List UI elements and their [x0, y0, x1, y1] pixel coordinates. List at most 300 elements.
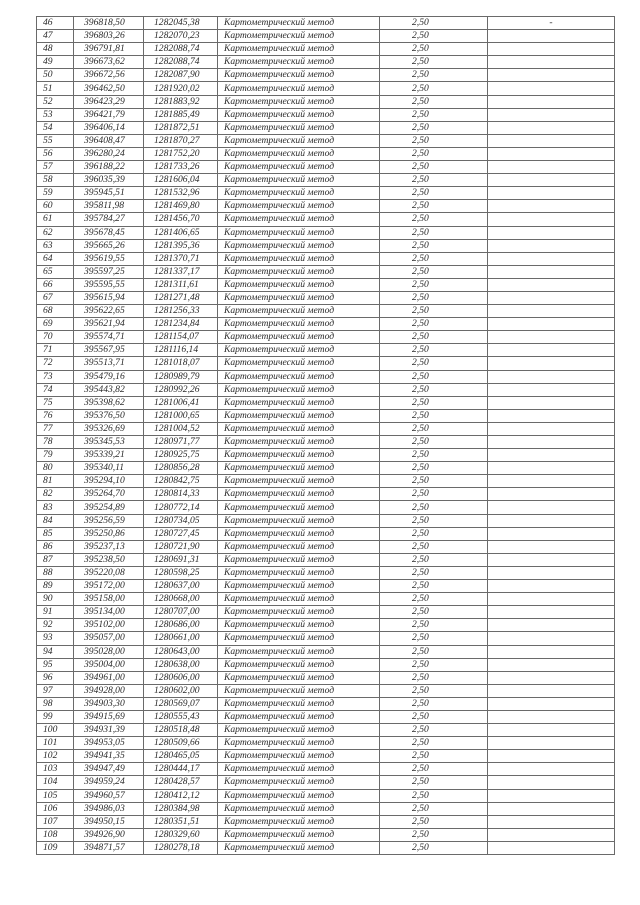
point-number-cell: 75 [37, 396, 74, 409]
note-cell [488, 580, 615, 593]
coordinates-table-body [37, 17, 615, 855]
y-coordinate-cell: 1280971,77 [144, 436, 218, 449]
point-number-cell: 73 [37, 370, 74, 383]
note-cell [488, 750, 615, 763]
note-cell [488, 789, 615, 802]
table-row [37, 265, 615, 278]
y-coordinate-cell: 1280384,98 [144, 802, 218, 815]
method-cell: Картометрический метод [218, 265, 380, 278]
point-number-cell: 48 [37, 43, 74, 56]
accuracy-cell: 2,50 [380, 488, 488, 501]
y-coordinate-cell: 1280444,17 [144, 763, 218, 776]
point-number-cell: 103 [37, 763, 74, 776]
method-cell: Картометрический метод [218, 344, 380, 357]
table-row [37, 252, 615, 265]
y-coordinate-cell: 1281606,04 [144, 174, 218, 187]
y-coordinate-cell: 1281883,92 [144, 95, 218, 108]
table-row [37, 606, 615, 619]
note-cell [488, 134, 615, 147]
point-number-cell: 106 [37, 802, 74, 815]
method-cell: Картометрический метод [218, 553, 380, 566]
x-coordinate-cell: 396673,62 [74, 56, 144, 69]
note-cell [488, 357, 615, 370]
table-row [37, 593, 615, 606]
table-row [37, 134, 615, 147]
method-cell: Картометрический метод [218, 724, 380, 737]
method-cell: Картометрический метод [218, 580, 380, 593]
table-row [37, 187, 615, 200]
accuracy-cell: 2,50 [380, 383, 488, 396]
note-cell [488, 200, 615, 213]
note-cell [488, 82, 615, 95]
accuracy-cell: 2,50 [380, 318, 488, 331]
y-coordinate-cell: 1280428,57 [144, 776, 218, 789]
y-coordinate-cell: 1280661,00 [144, 632, 218, 645]
note-cell [488, 291, 615, 304]
method-cell: Картометрический метод [218, 763, 380, 776]
method-cell: Картометрический метод [218, 161, 380, 174]
x-coordinate-cell: 395615,94 [74, 291, 144, 304]
x-coordinate-cell: 395621,94 [74, 318, 144, 331]
method-cell: Картометрический метод [218, 396, 380, 409]
y-coordinate-cell: 1281920,02 [144, 82, 218, 95]
y-coordinate-cell: 1282088,74 [144, 56, 218, 69]
x-coordinate-cell: 395004,00 [74, 658, 144, 671]
note-cell [488, 449, 615, 462]
accuracy-cell: 2,50 [380, 553, 488, 566]
x-coordinate-cell: 395256,59 [74, 514, 144, 527]
point-number-cell: 91 [37, 606, 74, 619]
table-row [37, 580, 615, 593]
point-number-cell: 85 [37, 527, 74, 540]
note-cell [488, 174, 615, 187]
accuracy-cell: 2,50 [380, 514, 488, 527]
table-row [37, 763, 615, 776]
point-number-cell: 71 [37, 344, 74, 357]
table-row [37, 331, 615, 344]
y-coordinate-cell: 1281018,07 [144, 357, 218, 370]
x-coordinate-cell: 395811,98 [74, 200, 144, 213]
note-cell [488, 226, 615, 239]
y-coordinate-cell: 1280856,28 [144, 462, 218, 475]
point-number-cell: 109 [37, 841, 74, 854]
point-number-cell: 69 [37, 318, 74, 331]
y-coordinate-cell: 1281872,51 [144, 121, 218, 134]
accuracy-cell: 2,50 [380, 30, 488, 43]
accuracy-cell: 2,50 [380, 710, 488, 723]
y-coordinate-cell: 1280989,79 [144, 370, 218, 383]
x-coordinate-cell: 394986,03 [74, 802, 144, 815]
note-cell [488, 318, 615, 331]
point-number-cell: 56 [37, 147, 74, 160]
x-coordinate-cell: 395250,86 [74, 527, 144, 540]
accuracy-cell: 2,50 [380, 409, 488, 422]
y-coordinate-cell: 1280518,48 [144, 724, 218, 737]
y-coordinate-cell: 1282087,90 [144, 69, 218, 82]
accuracy-cell: 2,50 [380, 828, 488, 841]
method-cell: Картометрический метод [218, 226, 380, 239]
accuracy-cell: 2,50 [380, 540, 488, 553]
accuracy-cell: 2,50 [380, 265, 488, 278]
accuracy-cell: 2,50 [380, 134, 488, 147]
point-number-cell: 78 [37, 436, 74, 449]
y-coordinate-cell: 1281311,61 [144, 278, 218, 291]
x-coordinate-cell: 394959,24 [74, 776, 144, 789]
method-cell: Картометрический метод [218, 815, 380, 828]
point-number-cell: 92 [37, 619, 74, 632]
x-coordinate-cell: 396188,22 [74, 161, 144, 174]
method-cell: Картометрический метод [218, 632, 380, 645]
x-coordinate-cell: 394941,35 [74, 750, 144, 763]
x-coordinate-cell: 395340,11 [74, 462, 144, 475]
x-coordinate-cell: 396406,14 [74, 121, 144, 134]
y-coordinate-cell: 1280598,25 [144, 566, 218, 579]
accuracy-cell: 2,50 [380, 187, 488, 200]
accuracy-cell: 2,50 [380, 161, 488, 174]
method-cell: Картометрический метод [218, 619, 380, 632]
point-number-cell: 93 [37, 632, 74, 645]
accuracy-cell: 2,50 [380, 815, 488, 828]
note-cell [488, 763, 615, 776]
y-coordinate-cell: 1280606,00 [144, 671, 218, 684]
table-row [37, 776, 615, 789]
note-cell [488, 239, 615, 252]
point-number-cell: 58 [37, 174, 74, 187]
accuracy-cell: 2,50 [380, 475, 488, 488]
method-cell: Картометрический метод [218, 331, 380, 344]
accuracy-cell: 2,50 [380, 370, 488, 383]
accuracy-cell: 2,50 [380, 69, 488, 82]
accuracy-cell: 2,50 [380, 56, 488, 69]
note-cell [488, 566, 615, 579]
note-cell [488, 671, 615, 684]
x-coordinate-cell: 394950,15 [74, 815, 144, 828]
point-number-cell: 82 [37, 488, 74, 501]
method-cell: Картометрический метод [218, 488, 380, 501]
note-cell [488, 436, 615, 449]
note-cell [488, 501, 615, 514]
accuracy-cell: 2,50 [380, 213, 488, 226]
accuracy-cell: 2,50 [380, 724, 488, 737]
table-row [37, 291, 615, 304]
table-row [37, 566, 615, 579]
accuracy-cell: 2,50 [380, 737, 488, 750]
y-coordinate-cell: 1280668,00 [144, 593, 218, 606]
accuracy-cell: 2,50 [380, 108, 488, 121]
x-coordinate-cell: 394931,39 [74, 724, 144, 737]
x-coordinate-cell: 396421,79 [74, 108, 144, 121]
table-row [37, 43, 615, 56]
method-cell: Картометрический метод [218, 737, 380, 750]
table-row [37, 30, 615, 43]
y-coordinate-cell: 1280643,00 [144, 645, 218, 658]
x-coordinate-cell: 395158,00 [74, 593, 144, 606]
accuracy-cell: 2,50 [380, 606, 488, 619]
accuracy-cell: 2,50 [380, 436, 488, 449]
accuracy-cell: 2,50 [380, 121, 488, 134]
table-row [37, 789, 615, 802]
method-cell: Картометрический метод [218, 527, 380, 540]
method-cell: Картометрический метод [218, 671, 380, 684]
x-coordinate-cell: 395376,50 [74, 409, 144, 422]
x-coordinate-cell: 396280,24 [74, 147, 144, 160]
note-cell [488, 514, 615, 527]
x-coordinate-cell: 395237,13 [74, 540, 144, 553]
x-coordinate-cell: 395665,26 [74, 239, 144, 252]
x-coordinate-cell: 395057,00 [74, 632, 144, 645]
note-cell [488, 56, 615, 69]
method-cell: Картометрический метод [218, 187, 380, 200]
method-cell: Картометрический метод [218, 318, 380, 331]
table-row [37, 449, 615, 462]
note-cell [488, 161, 615, 174]
note-cell [488, 213, 615, 226]
note-cell [488, 252, 615, 265]
y-coordinate-cell: 1280638,00 [144, 658, 218, 671]
table-row [37, 540, 615, 553]
method-cell: Картометрический метод [218, 514, 380, 527]
x-coordinate-cell: 395134,00 [74, 606, 144, 619]
point-number-cell: 49 [37, 56, 74, 69]
accuracy-cell: 2,50 [380, 252, 488, 265]
y-coordinate-cell: 1280569,07 [144, 697, 218, 710]
y-coordinate-cell: 1280814,33 [144, 488, 218, 501]
point-number-cell: 72 [37, 357, 74, 370]
note-cell [488, 724, 615, 737]
method-cell: Картометрический метод [218, 606, 380, 619]
note-cell [488, 422, 615, 435]
table-row [37, 645, 615, 658]
note-cell [488, 462, 615, 475]
accuracy-cell: 2,50 [380, 305, 488, 318]
x-coordinate-cell: 395622,65 [74, 305, 144, 318]
table-row [37, 436, 615, 449]
y-coordinate-cell: 1281234,84 [144, 318, 218, 331]
method-cell: Картометрический метод [218, 475, 380, 488]
point-number-cell: 84 [37, 514, 74, 527]
y-coordinate-cell: 1281870,27 [144, 134, 218, 147]
accuracy-cell: 2,50 [380, 684, 488, 697]
note-cell [488, 121, 615, 134]
y-coordinate-cell: 1281154,07 [144, 331, 218, 344]
x-coordinate-cell: 396423,29 [74, 95, 144, 108]
y-coordinate-cell: 1281370,71 [144, 252, 218, 265]
note-cell [488, 488, 615, 501]
table-row [37, 161, 615, 174]
point-number-cell: 104 [37, 776, 74, 789]
accuracy-cell: 2,50 [380, 697, 488, 710]
method-cell: Картометрический метод [218, 30, 380, 43]
table-row [37, 671, 615, 684]
table-row [37, 69, 615, 82]
accuracy-cell: 2,50 [380, 789, 488, 802]
accuracy-cell: 2,50 [380, 344, 488, 357]
table-row [37, 527, 615, 540]
point-number-cell: 99 [37, 710, 74, 723]
y-coordinate-cell: 1282045,38 [144, 17, 218, 30]
method-cell: Картометрический метод [218, 383, 380, 396]
point-number-cell: 87 [37, 553, 74, 566]
note-cell [488, 527, 615, 540]
method-cell: Картометрический метод [218, 43, 380, 56]
method-cell: Картометрический метод [218, 841, 380, 854]
method-cell: Картометрический метод [218, 56, 380, 69]
x-coordinate-cell: 396035,39 [74, 174, 144, 187]
point-number-cell: 52 [37, 95, 74, 108]
y-coordinate-cell: 1281337,17 [144, 265, 218, 278]
accuracy-cell: 2,50 [380, 658, 488, 671]
y-coordinate-cell: 1280686,00 [144, 619, 218, 632]
x-coordinate-cell: 394903,30 [74, 697, 144, 710]
x-coordinate-cell: 395028,00 [74, 645, 144, 658]
point-number-cell: 47 [37, 30, 74, 43]
x-coordinate-cell: 395678,45 [74, 226, 144, 239]
point-number-cell: 59 [37, 187, 74, 200]
table-row [37, 684, 615, 697]
table-row [37, 95, 615, 108]
method-cell: Картометрический метод [218, 134, 380, 147]
method-cell: Картометрический метод [218, 462, 380, 475]
y-coordinate-cell: 1280555,43 [144, 710, 218, 723]
accuracy-cell: 2,50 [380, 619, 488, 632]
method-cell: Картометрический метод [218, 422, 380, 435]
note-cell [488, 331, 615, 344]
note-cell [488, 802, 615, 815]
x-coordinate-cell: 395398,62 [74, 396, 144, 409]
note-cell [488, 396, 615, 409]
method-cell: Картометрический метод [218, 305, 380, 318]
table-row [37, 357, 615, 370]
note-cell [488, 383, 615, 396]
y-coordinate-cell: 1280602,00 [144, 684, 218, 697]
y-coordinate-cell: 1280637,00 [144, 580, 218, 593]
accuracy-cell: 2,50 [380, 750, 488, 763]
method-cell: Картометрический метод [218, 95, 380, 108]
y-coordinate-cell: 1280465,05 [144, 750, 218, 763]
point-number-cell: 86 [37, 540, 74, 553]
method-cell: Картометрический метод [218, 409, 380, 422]
method-cell: Картометрический метод [218, 436, 380, 449]
x-coordinate-cell: 395345,53 [74, 436, 144, 449]
y-coordinate-cell: 1281006,41 [144, 396, 218, 409]
accuracy-cell: 2,50 [380, 671, 488, 684]
x-coordinate-cell: 394915,69 [74, 710, 144, 723]
method-cell: Картометрический метод [218, 684, 380, 697]
note-cell [488, 69, 615, 82]
accuracy-cell: 2,50 [380, 802, 488, 815]
x-coordinate-cell: 396462,50 [74, 82, 144, 95]
x-coordinate-cell: 395172,00 [74, 580, 144, 593]
point-number-cell: 102 [37, 750, 74, 763]
note-cell [488, 265, 615, 278]
y-coordinate-cell: 1281456,70 [144, 213, 218, 226]
y-coordinate-cell: 1280329,60 [144, 828, 218, 841]
point-number-cell: 97 [37, 684, 74, 697]
y-coordinate-cell: 1280707,00 [144, 606, 218, 619]
point-number-cell: 81 [37, 475, 74, 488]
note-cell [488, 658, 615, 671]
point-number-cell: 66 [37, 278, 74, 291]
accuracy-cell: 2,50 [380, 422, 488, 435]
note-cell [488, 619, 615, 632]
method-cell: Картометрический метод [218, 750, 380, 763]
y-coordinate-cell: 1281885,49 [144, 108, 218, 121]
x-coordinate-cell: 395102,00 [74, 619, 144, 632]
accuracy-cell: 2,50 [380, 462, 488, 475]
x-coordinate-cell: 394953,05 [74, 737, 144, 750]
table-row [37, 815, 615, 828]
table-row [37, 121, 615, 134]
method-cell: Картометрический метод [218, 802, 380, 815]
x-coordinate-cell: 396791,81 [74, 43, 144, 56]
table-row [37, 56, 615, 69]
accuracy-cell: 2,50 [380, 841, 488, 854]
accuracy-cell: 2,50 [380, 239, 488, 252]
method-cell: Картометрический метод [218, 121, 380, 134]
y-coordinate-cell: 1281256,33 [144, 305, 218, 318]
note-cell [488, 409, 615, 422]
accuracy-cell: 2,50 [380, 82, 488, 95]
table-row [37, 318, 615, 331]
x-coordinate-cell: 395574,71 [74, 331, 144, 344]
point-number-cell: 67 [37, 291, 74, 304]
table-row [37, 226, 615, 239]
y-coordinate-cell: 1282088,74 [144, 43, 218, 56]
method-cell: Картометрический метод [218, 108, 380, 121]
accuracy-cell: 2,50 [380, 147, 488, 160]
x-coordinate-cell: 395339,21 [74, 449, 144, 462]
point-number-cell: 107 [37, 815, 74, 828]
x-coordinate-cell: 394961,00 [74, 671, 144, 684]
table-row [37, 383, 615, 396]
x-coordinate-cell: 395264,70 [74, 488, 144, 501]
note-cell [488, 710, 615, 723]
note-cell [488, 606, 615, 619]
x-coordinate-cell: 395784,27 [74, 213, 144, 226]
point-number-cell: 74 [37, 383, 74, 396]
method-cell: Картометрический метод [218, 593, 380, 606]
point-number-cell: 77 [37, 422, 74, 435]
y-coordinate-cell: 1280412,12 [144, 789, 218, 802]
x-coordinate-cell: 396803,26 [74, 30, 144, 43]
accuracy-cell: 2,50 [380, 566, 488, 579]
table-row [37, 475, 615, 488]
table-row [37, 462, 615, 475]
y-coordinate-cell: 1282070,23 [144, 30, 218, 43]
note-cell [488, 95, 615, 108]
point-number-cell: 100 [37, 724, 74, 737]
table-row [37, 697, 615, 710]
note-cell [488, 30, 615, 43]
point-number-cell: 96 [37, 671, 74, 684]
accuracy-cell: 2,50 [380, 357, 488, 370]
note-cell [488, 475, 615, 488]
method-cell: Картометрический метод [218, 291, 380, 304]
note-cell [488, 815, 615, 828]
note-cell [488, 737, 615, 750]
point-number-cell: 63 [37, 239, 74, 252]
table-row [37, 488, 615, 501]
note-cell [488, 187, 615, 200]
point-number-cell: 79 [37, 449, 74, 462]
y-coordinate-cell: 1280734,05 [144, 514, 218, 527]
y-coordinate-cell: 1281271,48 [144, 291, 218, 304]
method-cell: Картометрический метод [218, 566, 380, 579]
point-number-cell: 88 [37, 566, 74, 579]
point-number-cell: 61 [37, 213, 74, 226]
accuracy-cell: 2,50 [380, 645, 488, 658]
x-coordinate-cell: 395220,08 [74, 566, 144, 579]
